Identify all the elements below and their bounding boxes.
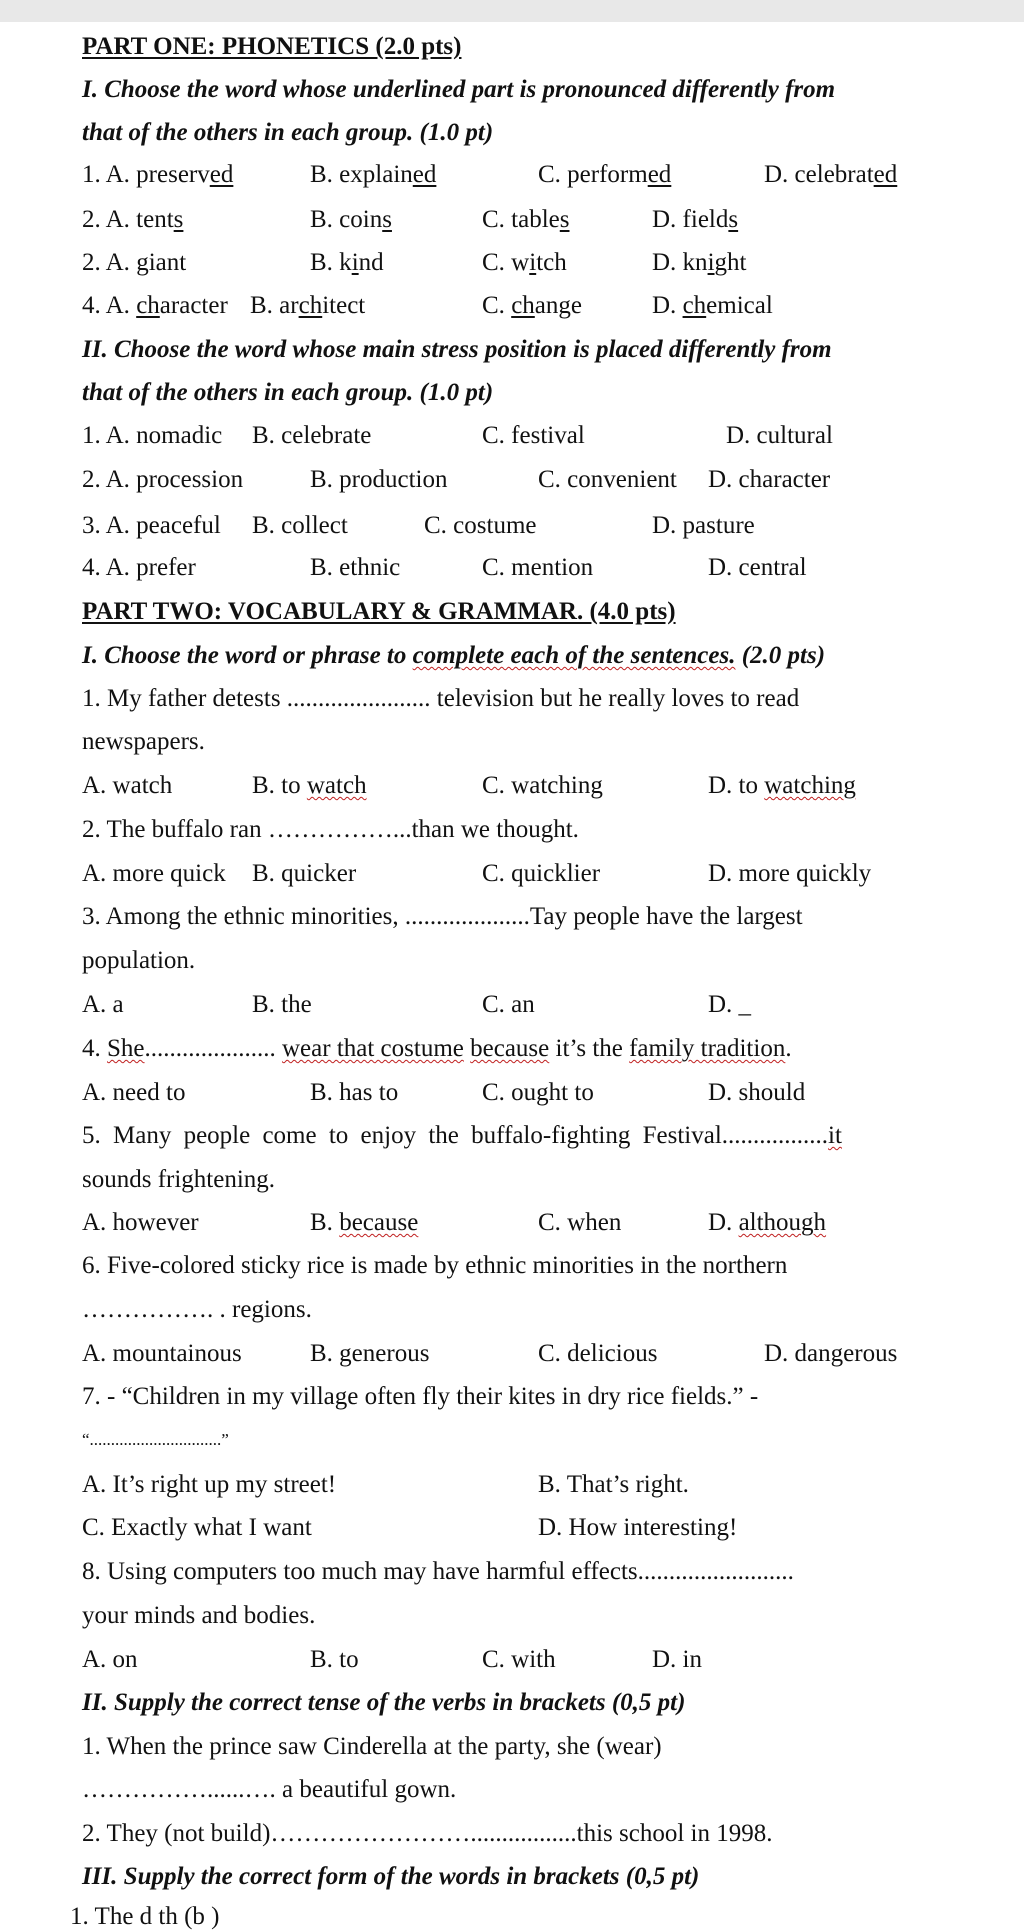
grammar-q7-stem-line1: 7. - “Children in my village often fly their kites in dry rice fields.” - xyxy=(82,1383,759,1410)
grammar-q4-option-b: B. has to xyxy=(310,1079,399,1106)
tense-q1-line2: ……………......…. a beautiful gown. xyxy=(82,1776,457,1803)
tense-q1-line1: 1. When the prince saw Cinderella at the party, she (wear) xyxy=(82,1733,662,1760)
grammar-q2-stem: 2. The buffalo ran ……………...than we thought. xyxy=(82,816,579,843)
part-two-title: PART TWO: VOCABULARY & GRAMMAR. (4.0 pts) xyxy=(82,598,676,625)
grammar-q2-option-d: D. more quickly xyxy=(708,860,872,887)
stress-q2-option-c: C. convenient xyxy=(538,466,677,493)
stress-q3-option-d: D. pasture xyxy=(652,512,755,539)
grammar-q8-stem-line2: your minds and bodies. xyxy=(82,1602,316,1629)
grammar-q6-option-b: B. generous xyxy=(310,1340,430,1367)
grammar-q5-option-d: D. although xyxy=(708,1209,827,1236)
grammar-q6-stem-line2: ……………. . regions. xyxy=(82,1296,312,1323)
stress-q2-option-a: 2. A. procession xyxy=(82,466,244,493)
grammar-q6-option-d: D. dangerous xyxy=(764,1340,898,1367)
grammar-q1-option-a: A. watch xyxy=(82,772,173,799)
grammar-q3-option-a: A. a xyxy=(82,991,124,1018)
grammar-q3-option-c: C. an xyxy=(482,991,535,1018)
grammar-q8-option-b: B. to xyxy=(310,1646,359,1673)
phonetics-q1-option-c: C. performed xyxy=(538,161,672,188)
grammar-q3-stem-line2: population. xyxy=(82,947,196,974)
grammar-q1-option-d: D. to watching xyxy=(708,772,856,799)
part-one-title: PART ONE: PHONETICS (2.0 pts) xyxy=(82,33,462,60)
grammar-q7-option-c: C. Exactly what I want xyxy=(82,1514,312,1541)
grammar-q6-option-c: C. delicious xyxy=(538,1340,658,1367)
grammar-q4-stem: 4. She..................... wear that costume because it’s the family tradition. xyxy=(82,1035,792,1062)
phonetics-q3-option-a: 2. A. giant xyxy=(82,249,187,276)
grammar-q6-stem-line1: 6. Five-colored sticky rice is made by ethnic minorities in the northern xyxy=(82,1252,788,1279)
grammar-q7-stem-line2: “...............................” xyxy=(82,1430,229,1449)
grammar-q8-stem-line1: 8. Using computers too much may have harmful effects......................... xyxy=(82,1558,794,1585)
stress-q1-option-b: B. celebrate xyxy=(252,422,372,449)
grammar-q3-stem-line1: 3. Among the ethnic minorities, ....................Tay people have the largest xyxy=(82,903,803,930)
grammar-q7-option-d: D. How interesting! xyxy=(538,1514,738,1541)
phonetics-q4-option-d: D. chemical xyxy=(652,292,773,319)
phonetics-q2-option-c: C. tables xyxy=(482,206,570,233)
grammar-q4-option-a: A. need to xyxy=(82,1079,186,1106)
grammar-q2-option-c: C. quicklier xyxy=(482,860,601,887)
phonetics-q4-option-a: 4. A. character xyxy=(82,292,228,319)
grammar-q5-option-b: B. because xyxy=(310,1209,419,1236)
stress-q4-option-b: B. ethnic xyxy=(310,554,401,581)
grammar-q4-option-c: C. ought to xyxy=(482,1079,594,1106)
tense-section-instruction: II. Supply the correct tense of the verbs in brackets (0,5 pt) xyxy=(82,1689,686,1716)
grammar-q7-option-a: A. It’s right up my street! xyxy=(82,1471,337,1498)
grammar-q3-option-d: D. _ xyxy=(708,991,752,1018)
grammar-q5-stem-line2: sounds frightening. xyxy=(82,1166,276,1193)
phonetics-q2-option-d: D. fields xyxy=(652,206,739,233)
stress-q2-option-b: B. production xyxy=(310,466,448,493)
phonetics-q4-option-b: B. architect xyxy=(250,292,366,319)
section-2-instruction-line2: that of the others in each group. (1.0 pt) xyxy=(82,379,494,406)
stress-q1-option-a: 1. A. nomadic xyxy=(82,422,223,449)
grammar-q7-option-b: B. That’s right. xyxy=(538,1471,689,1498)
grammar-q8-option-d: D. in xyxy=(652,1646,702,1673)
tense-q2: 2. They (not build)…………………….................this school in 1998. xyxy=(82,1820,773,1847)
phonetics-q3-option-b: B. kind xyxy=(310,249,384,276)
stress-q3-option-c: C. costume xyxy=(424,512,537,539)
stress-q1-option-c: C. festival xyxy=(482,422,585,449)
grammar-q5-stem-line1: 5. Many people come to enjoy the buffalo-fighting Festival.................it xyxy=(82,1122,842,1149)
stress-q3-option-a: 3. A. peaceful xyxy=(82,512,221,539)
word-form-section-instruction: III. Supply the correct form of the words in brackets (0,5 pt) xyxy=(82,1863,700,1890)
phonetics-q2-option-b: B. coins xyxy=(310,206,392,233)
stress-q2-option-d: D. character xyxy=(708,466,831,493)
grammar-q3-option-b: B. the xyxy=(252,991,312,1018)
cut-off-line: 1. The d th (b ) xyxy=(70,1903,220,1930)
stress-q4-option-d: D. central xyxy=(708,554,807,581)
grammar-q8-option-a: A. on xyxy=(82,1646,138,1673)
grammar-q6-option-a: A. mountainous xyxy=(82,1340,242,1367)
grammar-q2-option-b: B. quicker xyxy=(252,860,357,887)
phonetics-q4-option-c: C. change xyxy=(482,292,582,319)
phonetics-q3-option-d: D. knight xyxy=(652,249,747,276)
phonetics-q3-option-c: C. witch xyxy=(482,249,567,276)
phonetics-q1-option-d: D. celebrated xyxy=(764,161,898,188)
phonetics-q1-option-b: B. explained xyxy=(310,161,437,188)
grammar-q8-option-c: C. with xyxy=(482,1646,556,1673)
grammar-q4-option-d: D. should xyxy=(708,1079,806,1106)
phonetics-q2-option-a: 2. A. tents xyxy=(82,206,184,233)
stress-q4-option-c: C. mention xyxy=(482,554,594,581)
section-2-instruction-line1: II. Choose the word whose main stress position is placed differently from xyxy=(82,336,832,363)
vocab-section-instruction: I. Choose the word or phrase to complete each of the sentences. (2.0 pts) xyxy=(82,642,826,669)
stress-q4-option-a: 4. A. prefer xyxy=(82,554,196,581)
phonetics-q1-option-a: 1. A. preserved xyxy=(82,161,234,188)
grammar-q1-stem-line2: newspapers. xyxy=(82,728,205,755)
section-1-instruction-line2: that of the others in each group. (1.0 pt) xyxy=(82,119,494,146)
section-1-instruction-line1: I. Choose the word whose underlined part is pronounced differently from xyxy=(82,76,836,103)
grammar-q1-option-c: C. watching xyxy=(482,772,603,799)
grammar-q1-option-b: B. to watch xyxy=(252,772,367,799)
grammar-q2-option-a: A. more quick xyxy=(82,860,226,887)
grammar-q1-stem-line1: 1. My father detests ....................... television but he really loves to read xyxy=(82,685,800,712)
stress-q1-option-d: D. cultural xyxy=(726,422,833,449)
grammar-q5-option-a: A. however xyxy=(82,1209,199,1236)
grammar-q5-option-c: C. when xyxy=(538,1209,622,1236)
stress-q3-option-b: B. collect xyxy=(252,512,348,539)
